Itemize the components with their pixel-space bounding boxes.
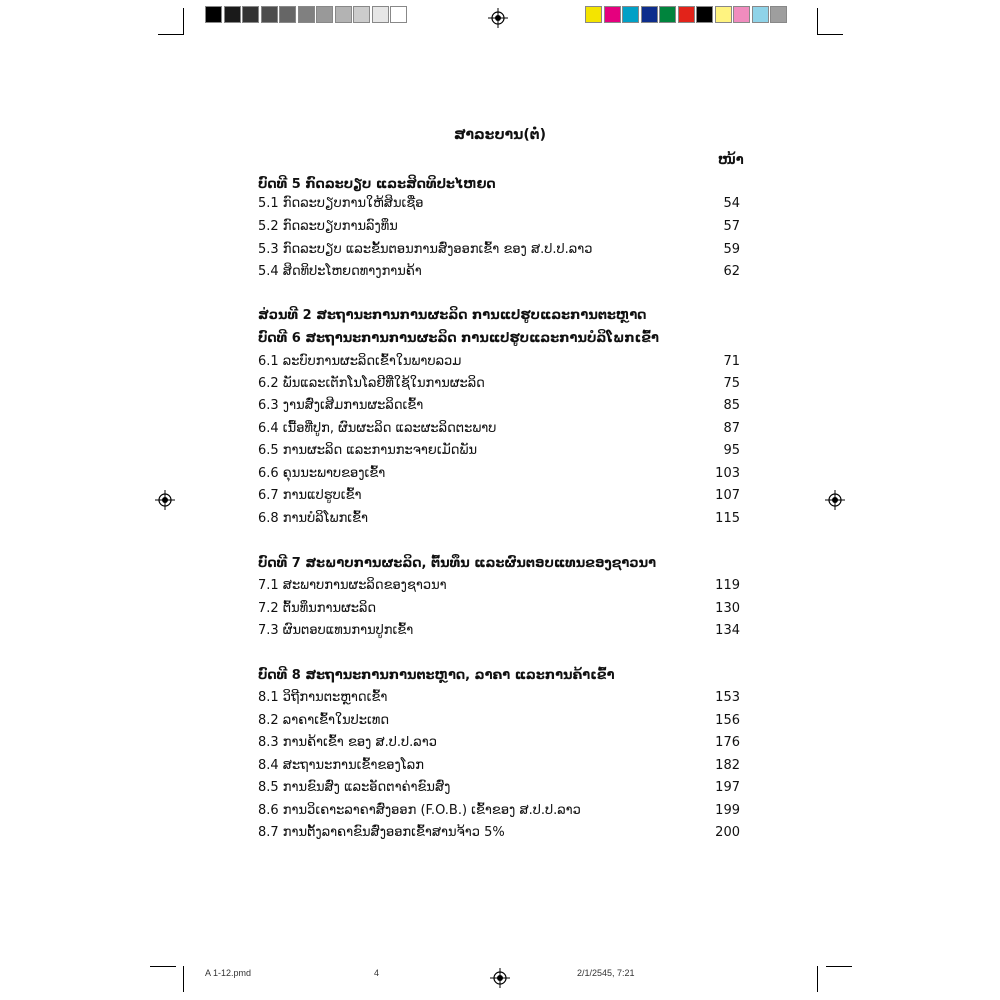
toc-entry: [258, 690, 740, 710]
toc-entry-label: 6.4 ເນື້ອທີ່ປູກ, ຜົນຜະລິດ ແລະຜະລິດຕະພາບ: [258, 421, 497, 436]
calibration-swatch: [770, 6, 787, 23]
toc-entry: [258, 219, 740, 239]
toc-entry-page: 153: [715, 690, 740, 705]
registration-mark-icon: [490, 968, 510, 988]
toc-entry-label: 6.5 ການຜະລິດ ແລະການກະຈາຍເມັດພັນ: [258, 443, 478, 458]
toc-entry-label: 8.4 ສະຖານະການເຂົ້າຂອງໂລກ: [258, 758, 424, 773]
calibration-swatch: [604, 6, 621, 23]
toc-entry-page: 54: [723, 196, 740, 211]
crop-mark: [183, 8, 184, 34]
toc-entry-label: 5.4 ສິດທິປະໂຫຍດທາງການຄ້າ: [258, 264, 422, 279]
toc-entry-label: 5.2 ກົດລະບຽບການລົງທຶນ: [258, 219, 398, 234]
toc-entry-page: 130: [715, 601, 740, 616]
toc-entry-page: 107: [715, 488, 740, 503]
toc-entry: [258, 623, 740, 643]
toc-entry: [258, 601, 740, 621]
chapter-heading: ບົດທີ 8 ສະຖານະການການຕະຫຼາດ, ລາຄາ ແລະການຄ້າເຂົ້າ: [258, 668, 615, 683]
toc-entry-label: 8.3 ການຄ້າເຂົ້າ ຂອງ ສ.ປ.ປ.ລາວ: [258, 735, 437, 750]
calibration-swatch: [390, 6, 407, 23]
toc-entry-label: 7.2 ຕົ້ນທຶນການຜະລິດ: [258, 601, 377, 616]
toc-entry-page: 85: [723, 398, 740, 413]
registration-mark-icon: [825, 490, 845, 510]
toc-entry-page: 176: [715, 735, 740, 750]
toc-entry-label: 7.1 ສະພາບການຜະລິດຂອງຊາວນາ: [258, 578, 447, 593]
toc-entry-page: 199: [715, 803, 740, 818]
toc-entry-page: 62: [723, 264, 740, 279]
toc-entry-label: 8.7 ການຕັ້ງລາຄາຂົນສົ່ງອອກເຂົ້າສານຈ້າວ 5%: [258, 825, 505, 840]
toc-entry: [258, 398, 740, 418]
calibration-swatch: [205, 6, 222, 23]
toc-entry-label: 8.2 ລາຄາເຂົ້າໃນປະເທດ: [258, 713, 390, 728]
toc-entry-label: 5.1 ກົດລະບຽບການໃຫ້ສິນເຊື່ອ: [258, 196, 424, 211]
toc-entry: [258, 443, 740, 463]
toc-entry: [258, 242, 740, 262]
toc-entry: [258, 758, 740, 778]
toc-entry: [258, 264, 740, 284]
crop-mark: [183, 966, 184, 992]
toc-entry-page: 87: [723, 421, 740, 436]
calibration-swatch: [279, 6, 296, 23]
part-heading: ສ່ວນທີ 2 ສະຖານະການການຜະລິດ ການແປຮູບແລະການຕະຫຼາດ: [258, 308, 647, 323]
toc-entry: [258, 511, 740, 531]
chapter-heading: ບົດທີ 6 ສະຖານະການການຜະລິດ ການແປຮູບແລະການບໍລິໂພກເຂົ້າ: [258, 331, 659, 346]
calibration-swatch: [641, 6, 658, 23]
toc-entry-label: 6.7 ການແປຮູບເຂົ້າ: [258, 488, 362, 503]
calibration-swatch: [659, 6, 676, 23]
toc-entry: [258, 735, 740, 755]
toc-entry-label: 6.6 ຄຸນນະພາບຂອງເຂົ້າ: [258, 466, 386, 481]
calibration-swatch: [715, 6, 732, 23]
registration-mark-icon: [155, 490, 175, 510]
calibration-swatch: [752, 6, 769, 23]
crop-mark: [158, 34, 184, 35]
toc-entry-label: 8.1 ວິຖີການຕະຫຼາດເຂົ້າ: [258, 690, 388, 705]
toc-entry-label: 8.6 ການວິເຄາະລາຄາສົ່ງອອກ (F.O.B.) ເຂົ້າຂອງ ສ.ປ.ປ.ລາວ: [258, 803, 581, 818]
toc-entry: [258, 803, 740, 823]
crop-mark: [150, 966, 176, 967]
registration-mark-icon: [488, 8, 508, 28]
toc-entry-label: 7.3 ຜົນຕອບແທນການປູກເຂົ້າ: [258, 623, 414, 638]
toc-entry-label: 6.8 ການບໍລິໂພກເຂົ້າ: [258, 511, 369, 526]
calibration-swatch: [733, 6, 750, 23]
toc-title: ສາລະບານ(ຕໍ່): [453, 127, 547, 143]
calibration-swatch: [298, 6, 315, 23]
toc-entry-page: 197: [715, 780, 740, 795]
footer-filename: A 1-12.pmd: [205, 968, 252, 978]
crop-mark: [817, 34, 843, 35]
toc-entry-page: 95: [723, 443, 740, 458]
toc-entry-page: 75: [723, 376, 740, 391]
toc-entry: [258, 376, 740, 396]
toc-entry-label: 8.5 ການຂົນສົ່ງ ແລະອັດຕາຄ່າຂົນສົ່ງ: [258, 780, 451, 795]
calibration-swatch: [261, 6, 278, 23]
page-column-header: ໜ້າ: [718, 153, 744, 168]
calibration-swatch: [622, 6, 639, 23]
toc-entry-page: 71: [723, 354, 740, 369]
calibration-swatch: [372, 6, 389, 23]
calibration-swatch: [316, 6, 333, 23]
toc-entry-page: 103: [715, 466, 740, 481]
toc-entry-label: 6.2 ພັນແລະເຕັກໂນໂລຢີທີ່ໃຊ້ໃນການຜະລິດ: [258, 376, 485, 391]
toc-entry: [258, 713, 740, 733]
toc-entry-page: 156: [715, 713, 740, 728]
toc-entry-page: 115: [715, 511, 740, 526]
footer-page-number: 4: [374, 968, 380, 978]
crop-mark: [817, 966, 818, 992]
toc-entry-label: 5.3 ກົດລະບຽບ ແລະຂັ້ນຕອນການສົ່ງອອກເຂົ້າ ຂອງ ສ.ປ.ປ.ລາວ: [258, 242, 593, 257]
calibration-swatch: [353, 6, 370, 23]
toc-entry-label: 6.1 ລະບົບການຜະລິດເຂົ້າໃນພາບລວມ: [258, 354, 462, 369]
toc-entry-page: 119: [715, 578, 740, 593]
toc-entry-page: 182: [715, 758, 740, 773]
toc-entry: [258, 825, 740, 845]
toc-entry-page: 59: [723, 242, 740, 257]
calibration-swatch: [696, 6, 713, 23]
chapter-heading: ບົດທີ 7 ສະພາບການຜະລິດ, ຕົ້ນທຶນ ແລະຜົນຕອບແທນຂອງຊາວນາ: [258, 556, 657, 571]
calibration-swatch: [585, 6, 602, 23]
toc-entry: [258, 466, 740, 486]
toc-entry-page: 200: [715, 825, 740, 840]
calibration-swatch: [678, 6, 695, 23]
toc-entry: [258, 354, 740, 374]
footer-timestamp: 2/1/2545, 7:21: [577, 968, 635, 978]
calibration-swatch: [335, 6, 352, 23]
toc-entry: [258, 488, 740, 508]
toc-entry: [258, 578, 740, 598]
calibration-swatch: [242, 6, 259, 23]
toc-entry-label: 6.3 ງານສົ່ງເສີມການຜະລິດເຂົ້າ: [258, 398, 424, 413]
chapter-heading: ບົດທີ 5 ກົດລະບຽບ ແລະສິດທິປະໄຫຍດ: [258, 177, 496, 192]
calibration-swatch: [224, 6, 241, 23]
toc-entry: [258, 196, 740, 216]
crop-mark: [817, 8, 818, 34]
toc-entry-page: 57: [723, 219, 740, 234]
toc-entry-page: 134: [715, 623, 740, 638]
toc-entry: [258, 780, 740, 800]
toc-entry: [258, 421, 740, 441]
crop-mark: [826, 966, 852, 967]
